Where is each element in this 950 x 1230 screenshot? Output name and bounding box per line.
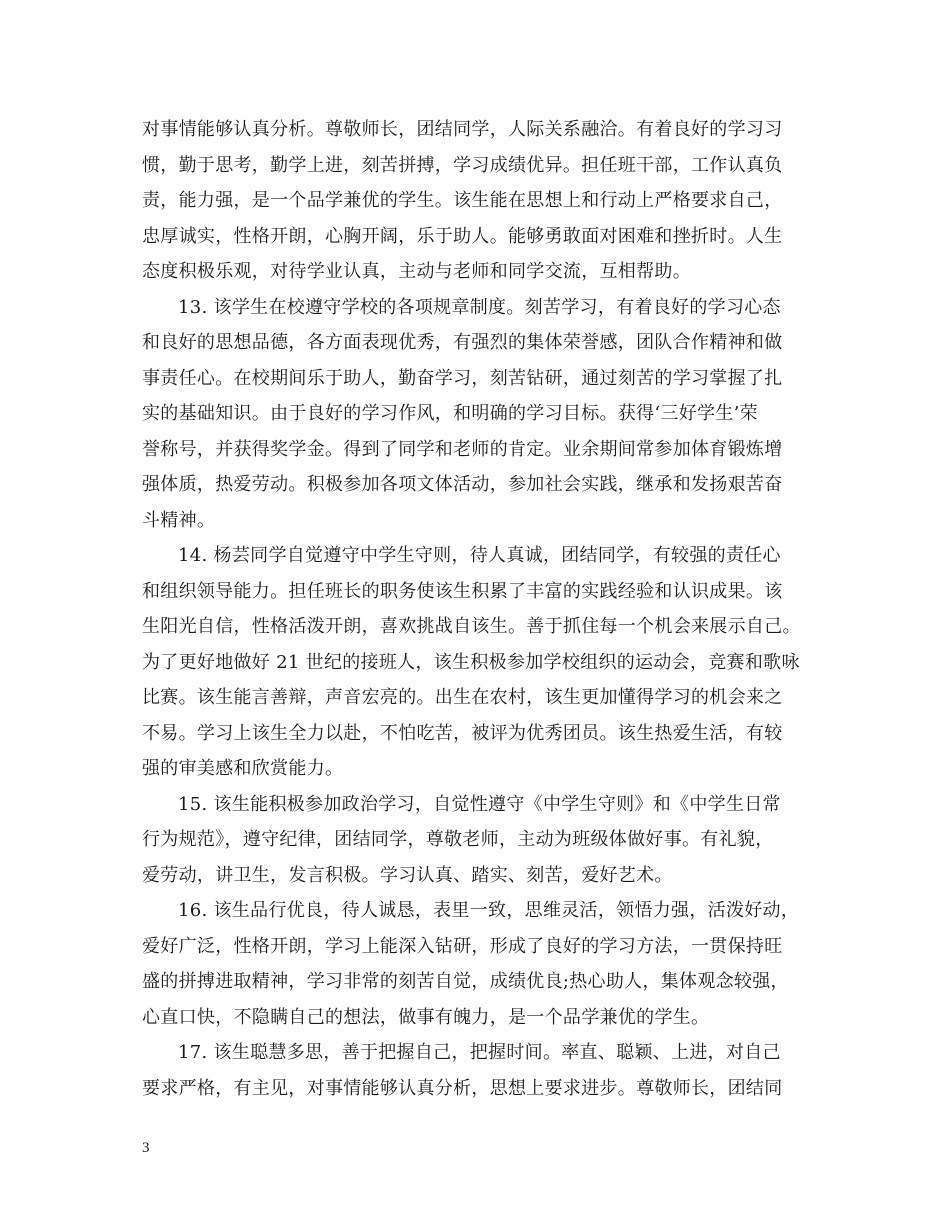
text-line: 强的审美感和欣赏能力。 <box>142 758 344 779</box>
text-line: 16. 该生品行优良，待人诚恳，表里一致，思维灵活，领悟力强，活泼好动， <box>178 900 800 921</box>
text-line: 为了更好地做好 21 世纪的接班人，该生积极参加学校组织的运动会，竞赛和歌咏 <box>142 651 800 673</box>
text-line: 15. 该生能积极参加政治学习，自觉性遵守《中学生守则》和《中学生日常 <box>178 793 781 815</box>
text-line: 13. 该学生在校遵守学校的各项规章制度。刻苦学习，有着良好的学习心态 <box>178 296 781 318</box>
text-line: 斗精神。 <box>142 509 216 531</box>
text-line: 惯，勤于思考，勤学上进，刻苦拼搏，学习成绩优异。担任班干部，工作认真负 <box>142 154 783 176</box>
text-line: 实的基础知识。由于良好的学习作风，和明确的学习目标。获得‘三好学生’荣 <box>142 403 758 424</box>
document-body <box>142 112 822 1106</box>
text-line: 行为规范》，遵守纪律，团结同学，尊敬老师，主动为班级体做好事。有礼貌， <box>142 829 774 850</box>
text-line: 17. 该生聪慧多思，善于把握自己，把握时间。率直、聪颖、上进，对自己 <box>178 1042 781 1063</box>
text-line: 比赛。该生能言善辩，声音宏亮的。出生在农村，该生更加懂得学习的机会来之 <box>142 687 783 708</box>
page-number: 3 <box>142 1140 150 1156</box>
text-line: 态度积极乐观，对待学业认真，主动与老师和同学交流，互相帮助。 <box>142 261 691 282</box>
text-line: 和组织领导能力。担任班长的职务使该生积累了丰富的实践经验和认识成果。该 <box>142 580 783 602</box>
text-line: 誉称号，并获得奖学金。得到了同学和老师的肯定。业余期间常参加体育锻炼增 <box>142 438 783 460</box>
text-line: 爱好广泛，性格开朗，学习上能深入钻研，形成了良好的学习方法，一贯保持旺 <box>142 935 783 957</box>
text-line: 忠厚诚实，性格开朗，心胸开阔，乐于助人。能够勇敢面对困难和挫折时。人生 <box>142 225 783 247</box>
text-line: 要求严格，有主见，对事情能够认真分析，思想上要求进步。尊敬师长，团结同 <box>142 1077 783 1099</box>
text-line: 盛的拼搏进取精神，学习非常的刻苦自觉，成绩优良;热心助人，集体观念较强， <box>142 971 789 992</box>
text-line: 心直口快，不隐瞒自己的想法，做事有魄力，是一个品学兼优的学生。 <box>142 1006 710 1028</box>
text-line: 对事情能够认真分析。尊敬师长，团结同学，人际关系融洽。有着良好的学习习 <box>142 119 783 140</box>
text-line: 和良好的思想品德，各方面表现优秀，有强烈的集体荣誉感，团队合作精神和做 <box>142 332 783 353</box>
text-line: 不易。学习上该生全力以赴，不怕吃苦，被评为优秀团员。该生热爱生活，有较 <box>142 722 783 744</box>
text-line: 责，能力强，是一个品学兼优的学生。该生能在思想上和行动上严格要求自己， <box>142 190 783 211</box>
text-line: 强体质，热爱劳动。积极参加各项文体活动，参加社会实践，继承和发扬艰苦奋 <box>142 474 783 495</box>
text-line: 14. 杨芸同学自觉遵守中学生守则，待人真诚，团结同学，有较强的责任心 <box>178 545 781 566</box>
text-line: 生阳光自信，性格活泼开朗，喜欢挑战自该生。善于抓住每一个机会来展示自己。 <box>142 616 801 637</box>
text-line: 爱劳动，讲卫生，发言积极。学习认真、踏实、刻苦，爱好艺术。 <box>142 864 673 886</box>
text-line: 事责任心。在校期间乐于助人，勤奋学习，刻苦钻研，通过刻苦的学习掌握了扎 <box>142 367 783 389</box>
